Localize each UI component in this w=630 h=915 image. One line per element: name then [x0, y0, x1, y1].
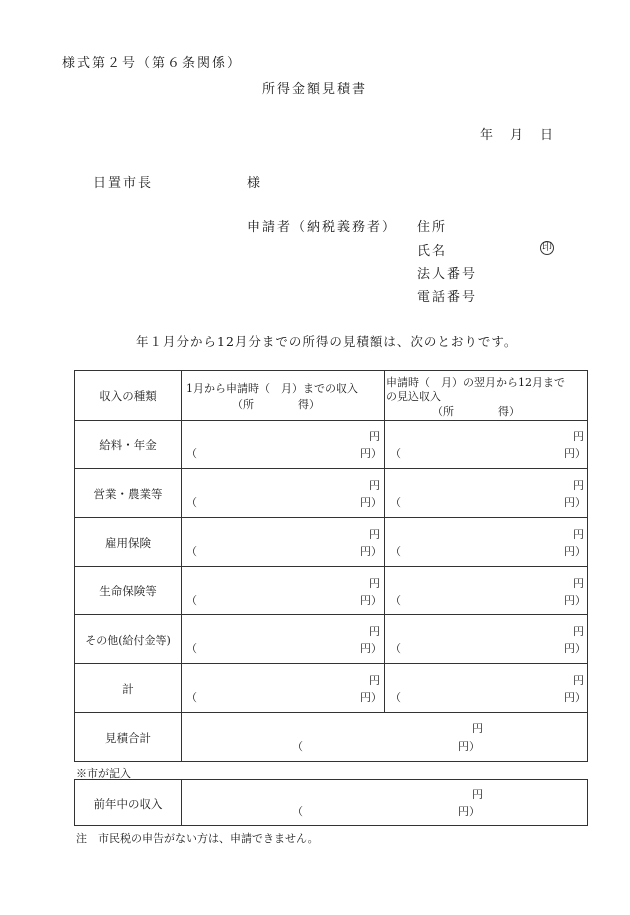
yen: 円: [573, 430, 584, 443]
yen-close: 円）: [564, 496, 586, 509]
paren-open: （: [292, 740, 303, 753]
yen: 円: [369, 674, 380, 687]
header-col2-line3: （所 得）: [432, 405, 520, 418]
yen: 円: [573, 674, 584, 687]
yen-close: 円）: [360, 545, 382, 558]
document-title: 所得金額見積書: [262, 82, 368, 97]
city-use-note: ※市が記入: [76, 767, 131, 780]
header-col1-line2: （所 得）: [232, 398, 320, 411]
paren-open: （: [390, 691, 401, 704]
form-number: 様式第２号（第６条関係）: [62, 56, 243, 71]
yen: 円: [573, 479, 584, 492]
paren-open: （: [390, 447, 401, 460]
paren-open: （: [186, 594, 197, 607]
addressee-honorific: 様: [247, 176, 263, 191]
paren-open: （: [390, 594, 401, 607]
yen: 円: [369, 625, 380, 638]
addressee-name: 日置市長: [93, 176, 154, 191]
yen-close: 円）: [458, 805, 480, 818]
yen: 円: [472, 722, 483, 735]
paren-open: （: [186, 642, 197, 655]
field-phone: 電話番号: [417, 290, 478, 305]
paren-open: （: [186, 545, 197, 558]
row-label-business: 営業・農業等: [93, 487, 163, 501]
row-label-employment-insurance: 雇用保険: [105, 536, 151, 550]
col-divider-2: [384, 370, 385, 712]
yen: 円: [573, 625, 584, 638]
row-label-other: その他(給付金等): [85, 634, 171, 647]
yen-close: 円）: [564, 545, 586, 558]
field-corporate-number: 法人番号: [417, 267, 478, 282]
yen-close: 円）: [360, 447, 382, 460]
paren-open: （: [390, 496, 401, 509]
intro-text: 年１月分から12月分までの所得の見積額は、次のとおりです。: [136, 334, 518, 349]
row-label-salary: 給料・年金: [99, 438, 157, 452]
yen: 円: [472, 788, 483, 801]
paren-open: （: [186, 691, 197, 704]
header-income-type: 収入の種類: [99, 389, 157, 403]
header-col1-line1: 1月から申請時（ 月）までの収入: [186, 382, 358, 395]
yen-close: 円）: [360, 594, 382, 607]
row-label-subtotal: 計: [122, 682, 134, 696]
yen: 円: [369, 430, 380, 443]
applicant-label: 申請者（納税義務者）: [247, 220, 398, 235]
field-name: 氏名: [417, 244, 448, 259]
paren-open: （: [292, 805, 303, 818]
seal-mark: 印: [542, 242, 552, 253]
footer-note: 注 市民税の申告がない方は、申請できません。: [76, 832, 319, 845]
yen-close: 円）: [360, 691, 382, 704]
yen: 円: [573, 528, 584, 541]
yen-close: 円）: [564, 691, 586, 704]
header-col2-line1: 申請時（ 月）の翌月から12月まで: [386, 376, 565, 389]
row-label-prev-year-income: 前年中の収入: [93, 797, 163, 811]
row-label-life-insurance: 生命保険等: [99, 584, 157, 598]
paren-open: （: [186, 496, 197, 509]
field-address: 住所: [417, 220, 448, 235]
yen-close: 円）: [458, 740, 480, 753]
row-label-estimate-total: 見積合計: [105, 731, 151, 745]
yen-close: 円）: [360, 642, 382, 655]
yen-close: 円）: [564, 642, 586, 655]
yen-close: 円）: [564, 594, 586, 607]
paren-open: （: [390, 642, 401, 655]
header-col2-line2: の見込収入: [386, 390, 441, 403]
yen: 円: [369, 577, 380, 590]
paren-open: （: [390, 545, 401, 558]
yen-close: 円）: [564, 447, 586, 460]
yen-close: 円）: [360, 496, 382, 509]
yen: 円: [369, 479, 380, 492]
yen: 円: [573, 577, 584, 590]
date-line: 年 月 日: [480, 128, 556, 143]
yen: 円: [369, 528, 380, 541]
paren-open: （: [186, 447, 197, 460]
